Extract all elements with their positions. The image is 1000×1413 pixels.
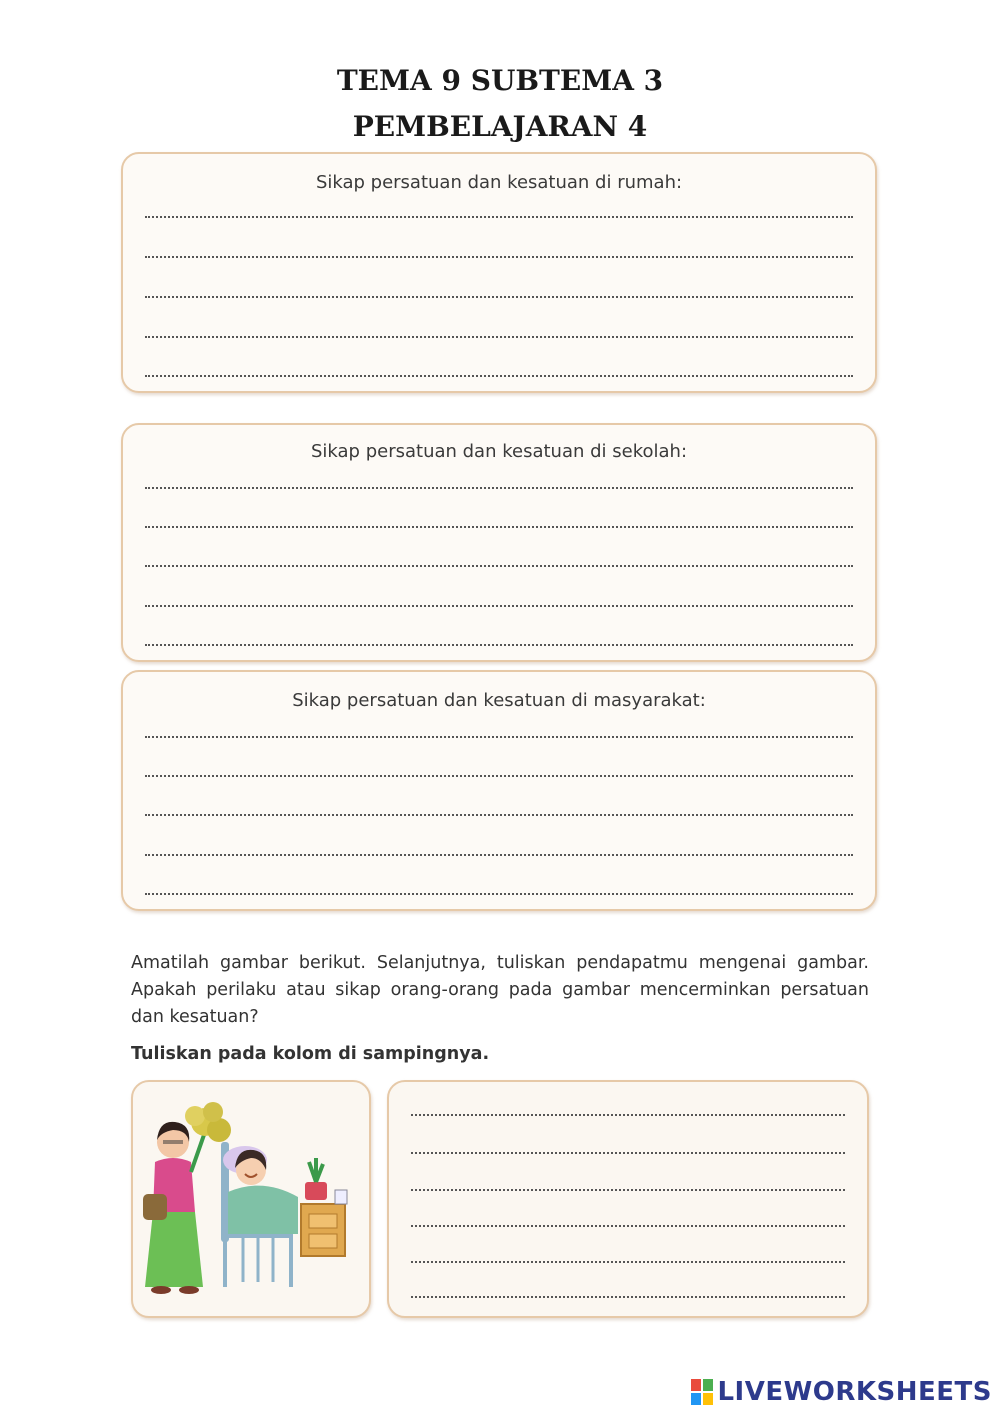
liveworksheets-logo bbox=[691, 1377, 992, 1407]
illustration-box bbox=[131, 1080, 371, 1318]
answer-line[interactable] bbox=[145, 854, 853, 856]
answer-line[interactable] bbox=[411, 1225, 845, 1227]
box-title-community: Sikap persatuan dan kesatuan di masyarakat: bbox=[292, 690, 706, 711]
answer-line[interactable] bbox=[145, 736, 853, 738]
answer-box-community bbox=[121, 670, 877, 911]
answer-line[interactable] bbox=[145, 565, 853, 567]
liveworksheets-logo-icon bbox=[691, 1379, 713, 1405]
answer-box-school bbox=[121, 423, 877, 662]
answer-line[interactable] bbox=[411, 1261, 845, 1263]
answer-line[interactable] bbox=[411, 1296, 845, 1298]
answer-box-illustration bbox=[387, 1080, 869, 1318]
instruction-bold-line: Tuliskan pada kolom di sampingnya. bbox=[131, 1044, 490, 1064]
answer-line[interactable] bbox=[411, 1152, 845, 1154]
box-title-home: Sikap persatuan dan kesatuan di rumah: bbox=[315, 172, 683, 193]
answer-line[interactable] bbox=[145, 296, 853, 298]
page-title-line1: TEMA 9 SUBTEMA 3 bbox=[336, 64, 664, 97]
answer-line[interactable] bbox=[145, 487, 853, 489]
answer-line[interactable] bbox=[145, 814, 853, 816]
box-title-school: Sikap persatuan dan kesatuan di sekolah: bbox=[310, 441, 688, 462]
answer-box-home bbox=[121, 152, 877, 393]
answer-line[interactable] bbox=[145, 256, 853, 258]
answer-line[interactable] bbox=[145, 893, 853, 895]
answer-line[interactable] bbox=[145, 775, 853, 777]
answer-line[interactable] bbox=[145, 605, 853, 607]
answer-line[interactable] bbox=[145, 336, 853, 338]
answer-line[interactable] bbox=[145, 526, 853, 528]
answer-line[interactable] bbox=[411, 1189, 845, 1191]
hospital-visit-illustration bbox=[133, 1082, 369, 1316]
answer-line[interactable] bbox=[145, 644, 853, 646]
answer-line[interactable] bbox=[411, 1114, 845, 1116]
logo-text: LIVEWORKSHEETS bbox=[717, 1377, 992, 1407]
answer-line[interactable] bbox=[145, 375, 853, 377]
page-title-line2: PEMBELAJARAN 4 bbox=[352, 110, 648, 143]
instruction-paragraph: Amatilah gambar berikut. Selanjutnya, tuliskan pendapatmu mengenai gambar. Apakah perilaku atau sikap orang-orang pada gambar mencerminkan persatuan dan kesatuan? bbox=[131, 953, 869, 1027]
answer-line[interactable] bbox=[145, 216, 853, 218]
